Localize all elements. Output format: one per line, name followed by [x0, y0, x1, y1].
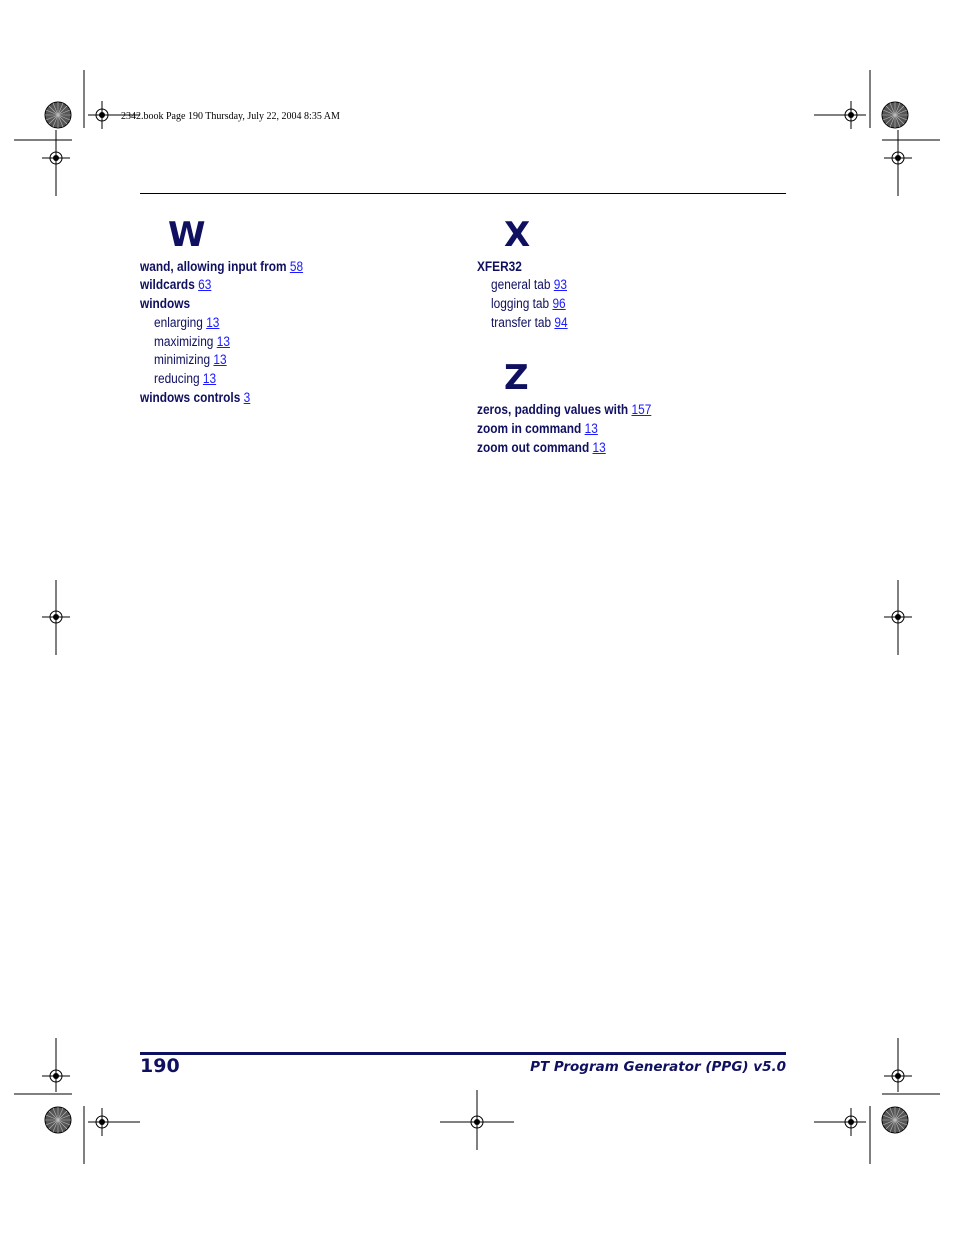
page-link[interactable]: 13	[584, 421, 598, 436]
index-subentry: transfer tab 94	[491, 315, 568, 330]
page-link[interactable]: 3	[243, 390, 251, 405]
footer-title: PT Program Generator (PPG) v5.0	[530, 1059, 786, 1075]
page-number: 190	[140, 1055, 180, 1077]
index-entry: windows	[140, 296, 191, 311]
footer-rule	[140, 1052, 786, 1055]
index-entry: zeros, padding values with 157	[477, 402, 652, 417]
page-link[interactable]: 96	[552, 296, 566, 311]
page-link[interactable]: 58	[289, 259, 304, 274]
index-subentry: logging tab 96	[491, 296, 566, 311]
page-link[interactable]: 13	[216, 334, 230, 349]
page-link[interactable]: 13	[206, 315, 220, 330]
section-letter-z: Z	[504, 358, 529, 398]
index-subentry: general tab 93	[491, 277, 567, 292]
index-subentry: maximizing 13	[154, 334, 230, 349]
index-entry: wildcards 63	[140, 277, 212, 292]
page-link[interactable]: 94	[554, 315, 568, 330]
page-link[interactable]: 13	[213, 352, 227, 367]
index-entry: XFER32	[477, 259, 522, 274]
index-subentry: minimizing 13	[154, 352, 227, 367]
header-rule	[140, 193, 786, 194]
print-slug: 2342.book Page 190 Thursday, July 22, 2004 8:35 AM	[121, 111, 340, 122]
index-entry: windows controls 3	[140, 390, 251, 405]
index-subentry: enlarging 13	[154, 315, 220, 330]
page-link[interactable]: 13	[202, 371, 217, 386]
section-letter-x: X	[504, 215, 531, 255]
section-letter-w: W	[168, 215, 206, 255]
page-link[interactable]: 13	[592, 440, 606, 455]
page-link[interactable]: 93	[553, 277, 567, 292]
index-entry: wand, allowing input from 58	[140, 259, 304, 274]
page-link[interactable]: 157	[631, 402, 652, 417]
index-entry: zoom out command 13	[477, 440, 606, 455]
page-link[interactable]: 63	[198, 277, 212, 292]
index-subentry: reducing 13	[154, 371, 217, 386]
index-entry: zoom in command 13	[477, 421, 598, 436]
